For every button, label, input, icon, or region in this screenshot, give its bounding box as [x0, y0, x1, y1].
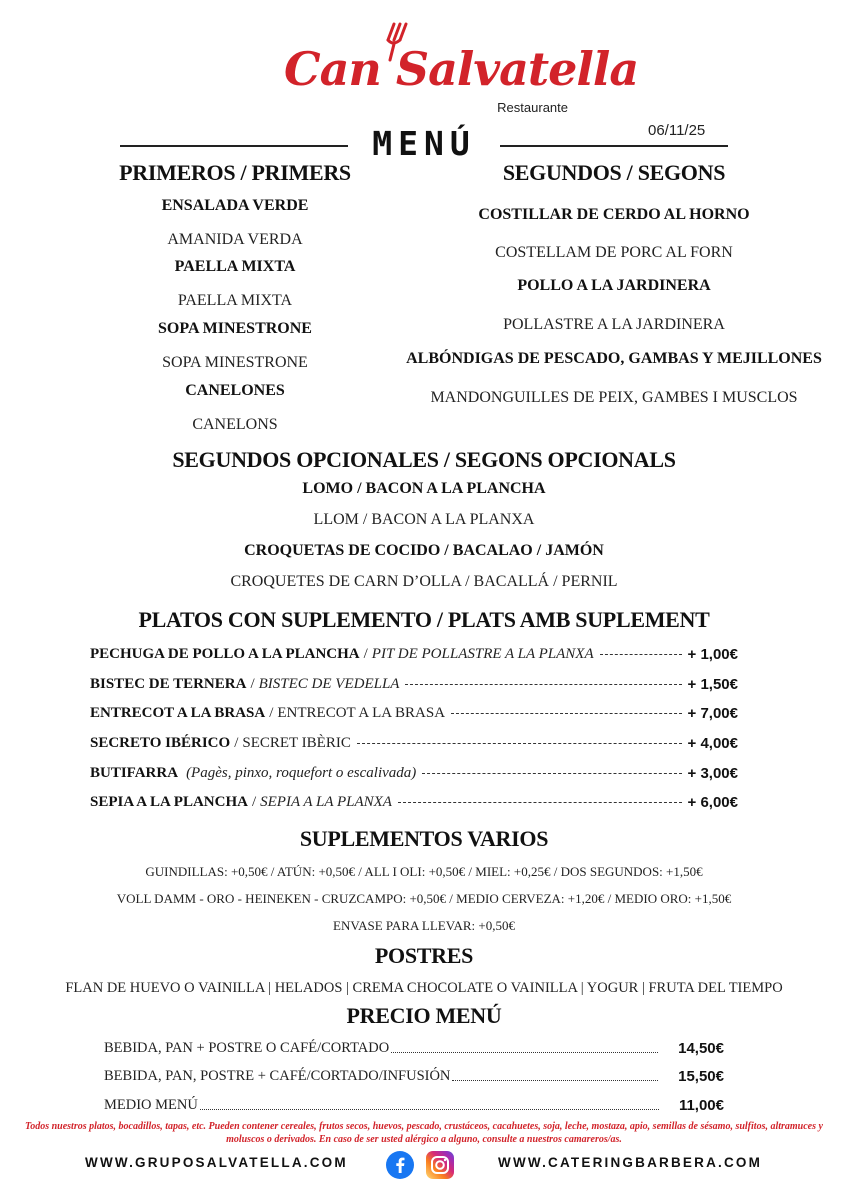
supplement-row — [90, 674, 738, 694]
supplement-alt: PIT DE POLLASTRE A LA PLANXA — [371, 645, 594, 662]
leader-dashes — [405, 684, 681, 685]
dish-ca: CANELONS — [192, 416, 278, 433]
leader-dashes — [357, 743, 682, 744]
price-label: BEBIDA, PAN + POSTRE O CAFÉ/CORTADO — [104, 1040, 390, 1056]
price-row — [104, 1065, 724, 1085]
fork-icon — [380, 20, 420, 64]
supplement-sep: / — [251, 793, 257, 810]
supplement-sep: / — [269, 704, 274, 721]
primeros-section — [100, 158, 370, 440]
supplement-row — [90, 703, 738, 723]
leader-dashes — [600, 654, 682, 655]
supplement-row — [90, 733, 738, 753]
price-row — [104, 1094, 724, 1114]
supplement-alt: SECRET IBÈRIC — [242, 734, 351, 751]
dish-es: POLLO A LA JARDINERA — [517, 277, 711, 294]
opcionales-title: SEGUNDOS OPCIONALES / SEGONS OPCIONALS — [172, 447, 676, 472]
menu-title: MENÚ — [372, 124, 476, 163]
dish-ca: COSTELLAM DE PORC AL FORN — [495, 244, 733, 261]
segundos-title: SEGUNDOS / SEGONS — [502, 160, 726, 185]
menu-date: 06/11/25 — [648, 122, 706, 139]
supplement-name: BISTEC DE TERNERA — [90, 675, 247, 692]
supplement-alt: ENTRECOT A LA BRASA — [277, 704, 446, 721]
supplement-price: + 1,00€ — [687, 645, 738, 663]
postres-line: FLAN DE HUEVO O VAINILLA | HELADOS | CREMA CHOCOLATE O VAINILLA | YOGUR | FRUTA DEL TIEMPO — [65, 980, 783, 996]
price-row — [104, 1037, 724, 1057]
supplement-name: BUTIFARRA — [90, 764, 179, 781]
dish-es: CROQUETAS DE COCIDO / BACALAO / JAMÓN — [244, 542, 604, 559]
supplement-row — [90, 644, 738, 664]
supplement-sep: / — [234, 734, 239, 751]
brand-subtitle: Restaurante — [497, 100, 568, 115]
supplement-name: PECHUGA DE POLLO A LA PLANCHA — [90, 645, 360, 662]
facebook-icon[interactable] — [386, 1151, 414, 1179]
brand-name: Can Salvatella — [284, 42, 639, 96]
brand-logo — [284, 42, 639, 122]
supplement-price: + 4,00€ — [687, 734, 738, 752]
header-rule-left — [120, 145, 348, 147]
price-label: MEDIO MENÚ — [104, 1097, 198, 1113]
dish-ca: LLOM / BACON A LA PLANXA — [313, 511, 535, 528]
allergy-note: Todos nuestros platos, bocadillos, tapas, etc. Pueden contener cereales, frutos secos, huevos, pescado, crustáceos, cacahuetes, soja, leche, mostaza, apio, semillas de sésamo, sulfitos, altramuces y moluscos o derivados. En caso de ser usted alérgico a alguno, consulte a nuestros camareros/as. — [25, 1121, 823, 1145]
supplement-price: + 6,00€ — [687, 793, 738, 811]
dish-es: COSTILLAR DE CERDO AL HORNO — [478, 206, 750, 223]
dish-ca: POLLASTRE A LA JARDINERA — [503, 316, 725, 333]
supplement-sep: / — [250, 675, 255, 692]
header-rule-right — [500, 145, 728, 147]
website-link-left[interactable]: WWW.GRUPOSALVATELLA.COM — [85, 1155, 348, 1170]
supplement-alt: SEPIA A LA PLANXA — [260, 793, 392, 810]
leader-dots — [200, 1109, 659, 1110]
price-value: 14,50€ — [678, 1040, 724, 1057]
varios-line: ENVASE PARA LLEVAR: +0,50€ — [333, 918, 515, 933]
website-link-right[interactable]: WWW.CATERINGBARBERA.COM — [498, 1155, 763, 1170]
dish-es: CANELONES — [185, 382, 285, 399]
instagram-icon[interactable] — [426, 1151, 454, 1179]
supplement-name: SEPIA A LA PLANCHA — [90, 793, 248, 810]
segundos-section — [400, 158, 828, 415]
supplement-name: ENTRECOT A LA BRASA — [90, 704, 266, 721]
dish-ca: AMANIDA VERDA — [167, 231, 303, 248]
leader-dashes — [422, 773, 681, 774]
leader-dashes — [398, 802, 682, 803]
supplement-row — [90, 763, 738, 783]
supplement-sep: / — [363, 645, 368, 662]
dish-ca: MANDONGUILLES DE PEIX, GAMBES I MUSCLOS — [430, 389, 798, 406]
leader-dots — [452, 1080, 658, 1081]
varios-title: SUPLEMENTOS VARIOS — [299, 826, 549, 851]
dish-ca: SOPA MINESTRONE — [162, 354, 308, 371]
precio-title: PRECIO MENÚ — [346, 1003, 502, 1028]
leader-dashes — [451, 713, 681, 714]
dish-es: ENSALADA VERDE — [161, 197, 309, 214]
dish-es: SOPA MINESTRONE — [158, 320, 312, 337]
price-label: BEBIDA, PAN, POSTRE + CAFÉ/CORTADO/INFUSIÓN — [104, 1068, 451, 1084]
supplement-row — [90, 792, 738, 812]
supplement-name: SECRETO IBÉRICO — [90, 734, 231, 751]
postres-title: POSTRES — [374, 943, 474, 968]
supplement-price: + 3,00€ — [687, 764, 738, 782]
price-value: 15,50€ — [678, 1068, 724, 1085]
price-value: 11,00€ — [678, 1097, 724, 1114]
supplement-alt: BISTEC DE VEDELLA — [258, 675, 400, 692]
dish-ca: CROQUETES DE CARN D’OLLA / BACALLÁ / PERNIL — [230, 573, 618, 590]
supplement-alt: (Pagès, pinxo, roquefort o escalivada) — [186, 764, 417, 781]
dish-ca: PAELLA MIXTA — [177, 292, 293, 309]
suplemento-title: PLATOS CON SUPLEMENTO / PLATS AMB SUPLEMENT — [138, 607, 710, 632]
dish-es: PAELLA MIXTA — [174, 258, 296, 275]
dish-es: ALBÓNDIGAS DE PESCADO, GAMBAS Y MEJILLONES — [406, 350, 822, 367]
leader-dots — [391, 1052, 658, 1053]
dish-es: LOMO / BACON A LA PLANCHA — [302, 480, 546, 497]
supplement-price: + 7,00€ — [687, 704, 738, 722]
primeros-title: PRIMEROS / PRIMERS — [119, 160, 351, 185]
supplement-price: + 1,50€ — [687, 675, 738, 693]
varios-line: VOLL DAMM - ORO - HEINEKEN - CRUZCAMPO: +0,50€ / MEDIO CERVEZA: +1,20€ / MEDIO ORO: +1,50€ — [116, 891, 732, 906]
varios-line: GUINDILLAS: +0,50€ / ATÚN: +0,50€ / ALL I OLI: +0,50€ / MIEL: +0,25€ / DOS SEGUNDOS: +1,50€ — [145, 864, 703, 879]
